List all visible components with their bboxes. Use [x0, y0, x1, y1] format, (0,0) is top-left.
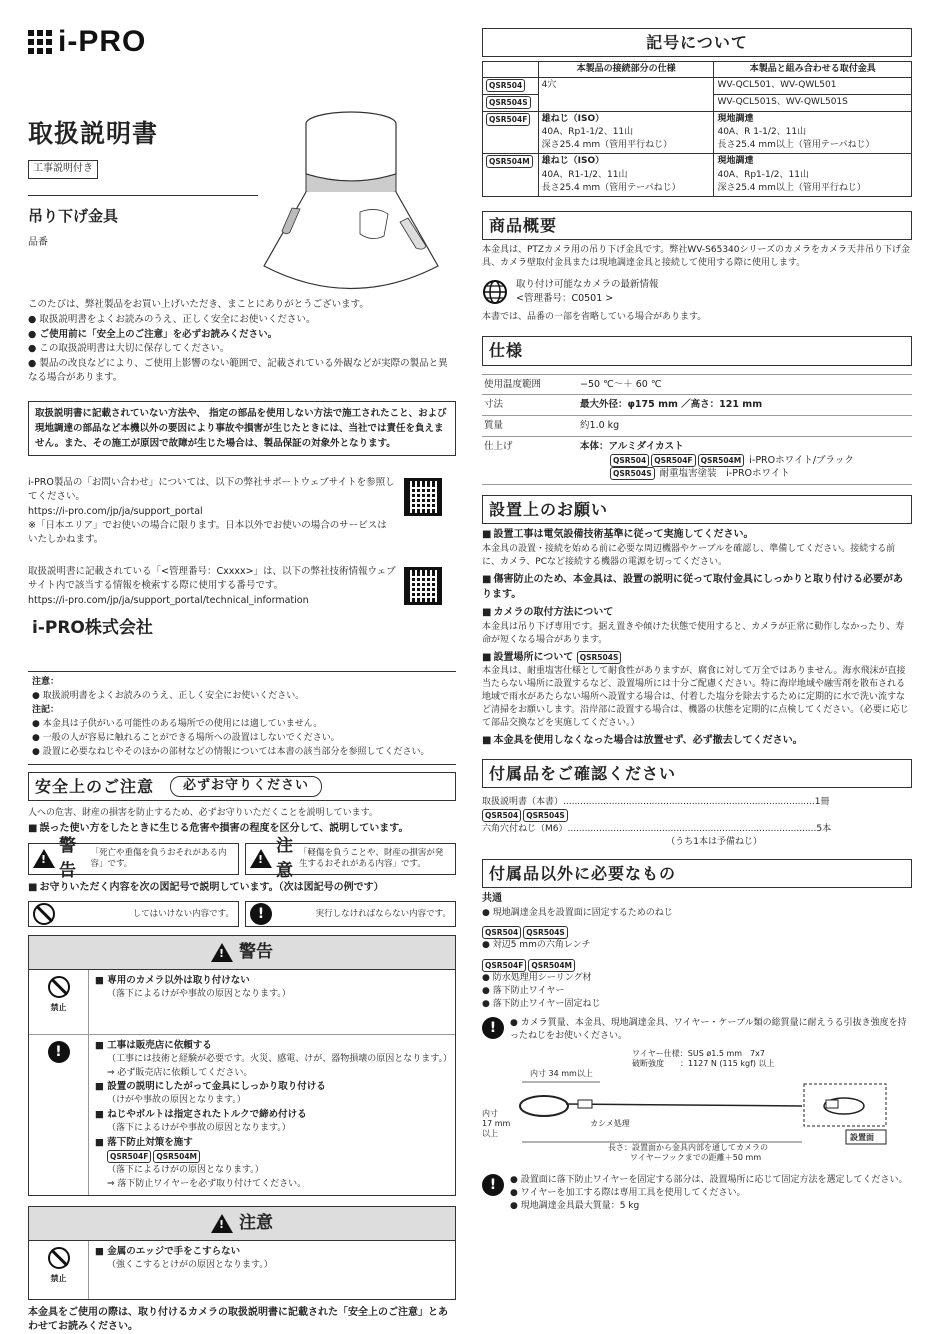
symbols-cell-line: 長さ25.4 mm（管用テーパねじ） — [541, 182, 681, 193]
warning-heading: ■ 設置の説明にしたがって金具にしっかり取り付ける — [95, 1080, 449, 1094]
inner-dimension-label: 内寸 34 mm以上 — [530, 1068, 593, 1078]
exclamation-icon: ! — [48, 1041, 70, 1063]
specs-row — [482, 416, 912, 437]
warning-band — [28, 935, 456, 970]
wire-note: ● 設置面に落下防止ワイヤーを固定する部分は、設置場所に応じて固定方法を選定してください。 — [510, 1174, 907, 1187]
logo-dots-icon — [28, 30, 52, 54]
warning-triangle-icon — [33, 849, 55, 868]
symbols-cell: WV-QCL501S、WV-QWL501S — [714, 95, 912, 112]
globe-icon — [482, 279, 508, 305]
caution-word: 注意 — [276, 836, 293, 881]
symbols-cell — [538, 154, 714, 196]
warning-detail: （工事には技術と経験が必要です。火災、感電、けが、器物損壊の原因となります。） — [107, 1054, 453, 1065]
install-heading: 設置上のお願い — [482, 495, 912, 524]
warning-detail: （落下によるけがや事故の原因となります。） — [107, 989, 291, 1000]
required-common: 共通 — [482, 893, 502, 905]
specs-section — [482, 336, 912, 485]
document-tag: 工事説明付き — [28, 160, 98, 179]
technical-info-qr-code[interactable] — [404, 567, 442, 605]
overview-heading: 商品概要 — [482, 211, 912, 240]
overview-section — [482, 211, 912, 325]
intro-bullet: ● ご使用前に「安全上のご注意」を必ずお読みください。 — [28, 328, 456, 342]
notes-box — [28, 671, 456, 765]
warning-row — [29, 970, 455, 1034]
product-name: 吊り下げ金具 — [28, 206, 119, 225]
model-tag: QSR504M — [486, 155, 533, 168]
warning-row-icon-cell — [29, 1035, 89, 1196]
prohibit-icon — [48, 976, 70, 998]
symbols-cell-heading: 雄ねじ（ISO） — [541, 156, 605, 167]
warning-detail: ⇒ 必ず販売店に依頼してください。 — [107, 1067, 253, 1078]
install-heading-3: ■ カメラの取付方法について — [482, 606, 912, 621]
warning-detail: ⇒ 落下防止ワイヤーを必ず取り付けてください。 — [107, 1178, 307, 1189]
required-heading: 付属品以外に必要なもの — [482, 859, 912, 888]
intro-bullet: ● この取扱説明書は大切に保存してください。 — [28, 342, 456, 356]
prohibit-description: してはいけない内容です。 — [132, 908, 234, 919]
wire-note: ● ワイヤーを加工する際は専用工具を使用してください。 — [510, 1187, 907, 1200]
model-tag: QSR504S — [486, 96, 531, 109]
safety-section — [28, 772, 456, 1334]
required-section — [482, 859, 912, 1213]
symbols-row — [483, 112, 912, 154]
model-tag: QSR504F — [482, 959, 526, 972]
accessory-item: 取扱説明書（本書）........................................................................................1冊 — [482, 797, 830, 808]
camera-info-text: 取り付け可能なカメラの最新情報 — [516, 278, 659, 290]
severity-legend — [28, 836, 456, 881]
specs-value-line: 耐重塩害塗装 i-PROホワイト — [659, 468, 790, 480]
support-url[interactable]: https://i-pro.com/jp/ja/support_portal — [28, 505, 203, 517]
specs-heading: 仕様 — [482, 336, 912, 365]
specs-label: 寸法 — [482, 395, 578, 416]
length-label: 長さ：設置面から金具内部を通してカメラの — [608, 1142, 768, 1152]
must-description: 実行しなければならない内容です。 — [315, 908, 451, 919]
inner-dimension-label: 以上 — [482, 1128, 498, 1138]
required-item: ● 落下防止ワイヤー — [482, 985, 912, 998]
company-name: i-PRO株式会社 — [32, 618, 153, 638]
caution-legend — [245, 836, 456, 881]
install-heading-4-text: 設置場所について — [493, 651, 574, 663]
symbols-cell-heading: 雄ねじ（ISO） — [541, 114, 605, 125]
specs-label: 仕上げ — [482, 436, 578, 484]
required-item: ● 現地調達金具を設置面に固定するためのねじ — [482, 907, 912, 920]
model-tag: QSR504 — [610, 454, 649, 467]
warning-detail: （落下によるけがの原因となります。） — [107, 1165, 264, 1176]
install-section — [482, 495, 912, 749]
accessories-heading: 付属品をご確認ください — [482, 759, 912, 788]
safety-lead: 人への危害、財産の損害を防止するため、必ずお守りいただくことを説明しています。 — [28, 808, 378, 819]
wire-notes — [482, 1174, 912, 1213]
notes-heading: 注記： — [32, 704, 60, 715]
notes-item: ● 設置に必要なねじやそのほかの部材などの情報については本書の該当部分を参照してください。 — [32, 746, 452, 760]
intro-line: このたびは、弊社製品をお買い上げいただき、まことにありがとうございます。 — [28, 299, 369, 310]
support-note: ※「日本エリア」でお使いの場合に限ります。日本以外でお使いの場合のサービスはいたしかねます。 — [28, 520, 387, 546]
symbols-row — [483, 78, 912, 95]
technical-info-url[interactable]: https://i-pro.com/jp/ja/support_portal/technical_information — [28, 594, 309, 606]
install-heading-1: ■ 設置工事は電気設備技術基準に従って実施してください。 — [482, 528, 912, 543]
intro-bullet: ● 製品の改良などにより、ご使用上影響のない範囲で、記載されている外観などが実際の製品と異なる場合があります。 — [28, 357, 456, 385]
model-tag: QSR504S — [577, 651, 622, 664]
model-tag: QSR504 — [482, 809, 521, 822]
symbols-cell-line: 40A、R 1-1/2、11山 — [717, 127, 807, 138]
exclamation-icon: ! — [250, 903, 272, 925]
warning-detail: （落下によるけがや事故の原因となります。） — [107, 1123, 291, 1134]
symbols-cell: WV-QCL501、WV-QWL501 — [714, 78, 912, 95]
must-legend — [245, 901, 456, 927]
notes-item: ● 取扱説明書をよくお読みのうえ、正しく安全にお使いください。 — [32, 690, 452, 704]
caution-triangle-icon — [211, 1214, 233, 1233]
accessory-item: 六角穴付ねじ（M6）.......................................................................................5本 — [482, 823, 832, 834]
prohibit-icon — [33, 903, 55, 925]
exclamation-icon: ! — [482, 1017, 504, 1039]
notes-item: ● 一般の人が容易に触れることができる場所への設置はしないでください。 — [32, 732, 452, 746]
warning-legend — [28, 836, 239, 881]
accessory-note: （うち1本は予備ねじ） — [666, 836, 762, 847]
specs-row — [482, 395, 912, 416]
specs-value: 約1.0 kg — [578, 416, 912, 437]
required-item: ● 防水処理用シーリング材 — [482, 972, 912, 985]
safety-statement: ■ 誤った使い方をしたときに生じる危害や損害の程度を区分して、説明しています。 — [28, 822, 456, 837]
prohibit-legend — [28, 901, 239, 927]
caution-detail: （強くこするとけがの原因となります。） — [107, 1260, 273, 1271]
warning-detail: （けがや事故の原因となります。） — [107, 1095, 246, 1106]
symbols-heading: 記号について — [482, 28, 912, 57]
divider — [28, 195, 258, 196]
support-text: i-PRO製品の「お問い合わせ」については、以下の弊社サポートウェブサイトを参照してください。 — [28, 477, 395, 502]
symbols-cell-line: 40A、R1-1/2、11山 — [541, 169, 628, 180]
symbols-cell-line: 40A、Rp1-1/2、11山 — [541, 127, 634, 138]
product-number-label: 品番 — [28, 236, 48, 248]
warning-band-title: 警告 — [239, 942, 273, 963]
caution-row-body — [89, 1241, 455, 1299]
specs-row — [482, 436, 912, 484]
required-note-text: ● カメラ質量、本金具、現地調達金具、ワイヤー・ケーブル類の総質量に耐えうる引抜き強度を持ったねじをお使いください。 — [510, 1017, 912, 1043]
wire-spec-label: ワイヤー仕様：SUS ø1.5 mm 7x7 — [632, 1048, 765, 1058]
caution-triangle-icon — [250, 849, 272, 868]
symbols-cell: 4穴 — [538, 78, 714, 112]
disclaimer-box: 取扱説明書に記載されていない方法や、 指定の部品を使用しない方法で施工されたこと、および現地調達の部品など本機以外の要因により事故や損害が生じたときには、当社では責任を負えません。また、その施工が原因で故障が生じた場合は、製品保証の対象外となります。 — [28, 401, 456, 457]
prohibit-label: 禁止 — [50, 1274, 67, 1284]
install-text: 本金具は、耐重塩害仕様として耐食性がありますが、腐食に対して万全ではありません。海水飛沫が直接当たらない場所に設置するなど、設置場所には十分ご配慮ください。特に海岸地域や融雪剤を散布される地域で雨水があたらない場所へ設置する場合は、付着した塩分を除去するために定期的に水で洗い流すなど清掃をお願いします。沿岸部に設置する場合は、機器の状態を定期的に点検してください。（必要に応じて部品交換などを実施してください。） — [482, 666, 909, 729]
model-tag: QSR504F — [651, 454, 695, 467]
symbols-table — [482, 61, 912, 196]
specs-label: 使用温度範囲 — [482, 374, 578, 395]
specs-value-line: 本体：アルミダイカスト — [580, 440, 684, 452]
intro-bullet: ● 取扱説明書をよくお読みのうえ、正しく安全にお使いください。 — [28, 313, 456, 327]
support-qr-code[interactable] — [404, 478, 442, 516]
specs-value-line: i-PROホワイト/ブラック — [749, 454, 854, 466]
install-heading-4 — [482, 651, 912, 666]
crimp-label: カシメ処理 — [590, 1118, 630, 1128]
symbols-cell-line: 長さ25.4 mm以上（管用テーパねじ） — [717, 140, 875, 151]
support-section — [28, 476, 456, 547]
wire-spec-label: 破断強度 ：1127 N (115 kgf) 以上 — [632, 1058, 775, 1068]
warning-row-body — [89, 970, 455, 1034]
warning-triangle-icon — [211, 943, 233, 962]
caution-heading: ■ 金属のエッジで手をこすらない — [95, 1245, 449, 1259]
required-item: ● 落下防止ワイヤー固定ねじ — [482, 998, 912, 1011]
model-tag: QSR504M — [698, 454, 745, 467]
right-column — [482, 28, 912, 1221]
prohibit-icon — [48, 1247, 70, 1269]
warning-description: 「死亡や重傷を負うおそれがある内容」です。 — [90, 848, 227, 869]
symbols-cell — [714, 154, 912, 196]
symbols-cell-line: 40A、Rp1-1/2、11山 — [717, 169, 809, 180]
surface-label: 設置面 — [850, 1132, 874, 1142]
model-tag: QSR504M — [528, 959, 575, 972]
warning-row — [29, 1034, 455, 1196]
symbols-cell-line: 深さ25.4 mm（管用平行ねじ） — [541, 140, 673, 151]
model-tag: QSR504F — [486, 113, 530, 126]
caution-description: 「軽傷を負うことや、財産の損害が発生するおそれがある内容」です。 — [299, 848, 444, 869]
warning-word: 警告 — [59, 836, 76, 881]
symbols-cell — [538, 112, 714, 154]
camera-info-code: <管理番号：C0501 > — [516, 292, 614, 304]
caution-band — [28, 1206, 456, 1241]
model-tag: QSR504F — [107, 1150, 151, 1163]
specs-value: −50 ℃～＋ 60 ℃ — [578, 374, 912, 395]
warning-row-body — [89, 1035, 455, 1196]
model-tag: QSR504 — [482, 926, 521, 939]
caution-row-icon-cell — [29, 1241, 89, 1299]
overview-note: 本書では、品番の一部を省略している場合があります。 — [482, 312, 707, 323]
footer-note: 本金具をご使用の際は、取り付けるカメラの取扱説明書に記載された「安全上のご注意」とあわせてお読みください。 — [28, 1307, 448, 1333]
notes-heading: 注意： — [32, 677, 60, 687]
symbols-col-header: 本製品の接続部分の仕様 — [538, 62, 714, 78]
pendant-mount-illustration — [256, 96, 446, 306]
logo-text: i-PRO — [58, 25, 147, 59]
camera-info — [482, 278, 912, 306]
symbols-cell-line: 深さ25.4 mm以上（管用平行ねじ） — [717, 182, 866, 193]
specs-label: 質量 — [482, 416, 578, 437]
caution-row — [29, 1241, 455, 1299]
required-note — [482, 1017, 912, 1043]
brand-logo — [28, 26, 456, 58]
introduction — [28, 298, 456, 608]
caution-table — [28, 1241, 456, 1300]
prohibit-label: 禁止 — [50, 1002, 67, 1012]
symbols-cell-heading: 現地調達 — [717, 156, 754, 167]
model-tag: QSR504S — [523, 809, 568, 822]
left-column — [28, 25, 456, 1333]
technical-info-text: 取扱説明書に記載されている「<管理番号：Cxxxx>」は、以下の弊社技術情報ウェブサイト内で該当する情報を検索する際に使用する番号です。 — [28, 565, 396, 591]
notes-item: ● 本金具は子供がいる可能性のある場所での使用には適していません。 — [32, 718, 452, 732]
specs-row — [482, 374, 912, 395]
model-tag: QSR504 — [486, 79, 525, 92]
warning-table — [28, 970, 456, 1197]
symbols-col-header: 本製品と組み合わせる取付金具 — [714, 62, 912, 78]
warning-heading: ■ ねじやボルトは指定されたトルクで締め付ける — [95, 1108, 449, 1122]
symbols-cell-heading: 現地調達 — [717, 114, 754, 125]
safety-heading — [28, 772, 456, 801]
install-text: 本金具の設置・接続を始める前に必要な周辺機器やケーブルを確認し、準備してください。接続する前に、カメラ、PCなど接続する機器の電源を切ってください。 — [482, 543, 896, 567]
safety-title: 安全上のご注意 — [35, 777, 155, 796]
symbol-legend — [28, 901, 456, 927]
length-label: ワイヤーフックまでの距離＋50 mm — [630, 1152, 762, 1162]
warning-heading: ■ 落下防止対策を施す — [95, 1136, 449, 1150]
caution-band-title: 注意 — [239, 1213, 273, 1234]
safety-pill: 必ずお守りください — [170, 776, 322, 797]
wire-note: ● 現地調達金具最大質量：5 kg — [510, 1200, 907, 1213]
install-heading-5: ■ 本金具を使用しなくなった場合は放置せず、必ず撤去してください。 — [482, 734, 912, 749]
specs-value: 最大外径：φ175 mm ／高さ：121 mm — [578, 395, 912, 416]
model-tag: QSR504M — [153, 1150, 200, 1163]
install-text: 本金具は吊り下げ専用です。据え置きや傾けた状態で使用すると、カメラが正常に動作しなかったり、寿命が短くなる場合があります。 — [482, 621, 905, 645]
overview-text: 本金具は、PTZカメラ用の吊り下げ金具です。弊社WV-S65340シリーズのカメラをカメラ天井吊り下げ金具、カメラ壁取付金具または現地調達金具と接続して使用する際に使用します。 — [482, 244, 911, 268]
document-title: 取扱説明書 — [28, 119, 159, 148]
warning-row-icon-cell — [29, 970, 89, 1034]
specs-value — [578, 436, 912, 484]
model-tag: QSR504S — [523, 926, 568, 939]
required-item: ● 対辺5 mmの六角レンチ — [482, 939, 912, 952]
inner-dimension-label: 17 mm — [482, 1118, 511, 1128]
warning-heading: ■ 工事は販売店に依頼する — [95, 1039, 449, 1053]
accessories-section — [482, 759, 912, 849]
symbols-cell — [714, 112, 912, 154]
symbols-row — [483, 154, 912, 196]
inner-dimension-label: 内寸 — [482, 1108, 498, 1118]
symbol-statement: ■ お守りいただく内容を次の図記号で説明しています。（次は図記号の例です） — [28, 881, 456, 896]
model-tag: QSR504S — [610, 467, 655, 480]
exclamation-icon: ! — [482, 1174, 504, 1196]
wire-diagram — [482, 1046, 912, 1164]
specs-table — [482, 374, 912, 486]
warning-heading: ■ 専用のカメラ以外は取り付けない — [95, 974, 449, 988]
symbols-section — [482, 28, 912, 197]
install-heading-2: ■ 傷害防止のため、本金具は、設置の説明に従って取付金具にしっかりと取り付ける必要があります。 — [482, 573, 912, 602]
technical-info-section — [28, 565, 456, 607]
